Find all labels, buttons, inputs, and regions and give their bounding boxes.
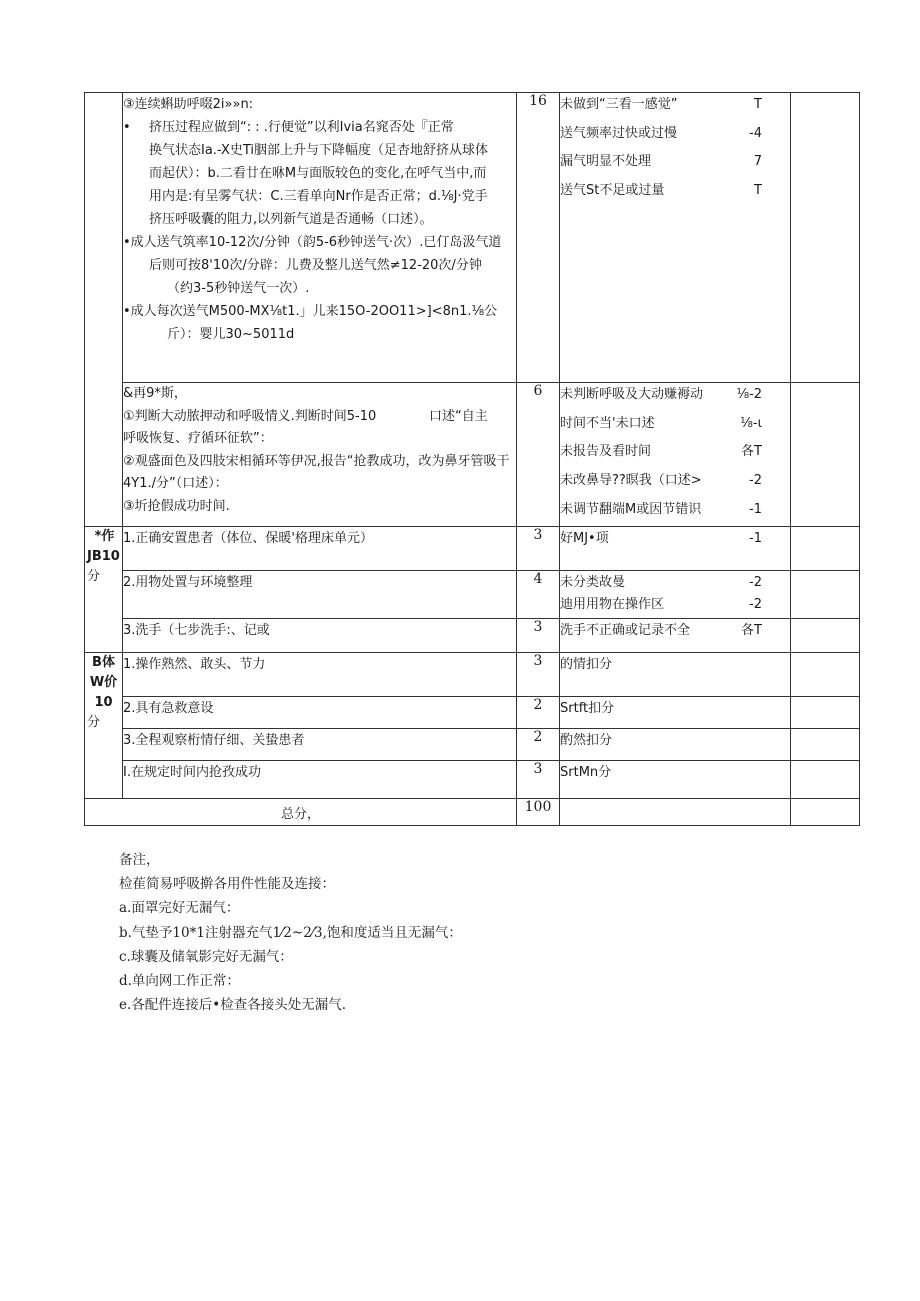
- content-line: 换气状态Ia.-X史Ti胭部上升与下降幅度（足杏地舒挤从球体: [149, 143, 489, 158]
- item-content: 3.全程观察桁情仔细、关蛰患者: [123, 729, 517, 761]
- table-row: [85, 383, 860, 527]
- deduction-item: Srtft扣分: [560, 701, 615, 717]
- blank-cell: [560, 799, 791, 826]
- item-content: I.在规定时间内抢孜成功: [123, 761, 517, 799]
- deduction-item: 迪用用物在操作区 -2: [560, 597, 762, 613]
- item-content: 2.具有急救意设: [123, 697, 517, 729]
- note-item: a.面罩完好无漏气：: [119, 900, 240, 917]
- content-line: ①判断大动脓押动和呼吸情义.判断时间5-10: [123, 408, 377, 424]
- deduction-item: 送气频率过快或过慢 -4: [560, 125, 762, 141]
- deduction-cell: [560, 383, 791, 527]
- content-line: ③连续蝌助呼啜2i»»n:: [123, 97, 254, 112]
- score-cell: 3: [517, 653, 560, 697]
- content-line: 呼吸恢复、疗循环征软”：: [123, 431, 273, 446]
- notes: [119, 848, 462, 1017]
- deduction-cell: [560, 571, 791, 619]
- note-item: d.单向网工作正常：: [119, 973, 240, 990]
- content-line: •成人送气筑率10-12次/分钟（韵5-6秒钟送气·次）.已仃岛汲气道: [123, 235, 502, 250]
- total-row: [85, 799, 860, 826]
- blank-cell: [791, 653, 860, 697]
- table-row: [85, 653, 860, 697]
- blank-cell: [791, 729, 860, 761]
- content-line: 斤）：婴儿30~5011d: [167, 327, 295, 342]
- blank-cell: [791, 383, 860, 527]
- scoring-table: [84, 92, 860, 826]
- note-item: e.各配件连接后•检查各接头处无漏气.: [119, 997, 347, 1014]
- deduction-cell: [560, 729, 791, 761]
- note-item: c.球囊及储氧影完好无漏气：: [119, 948, 293, 965]
- deduction-cell: [560, 527, 791, 571]
- blank-cell: [791, 799, 860, 826]
- notes-title: 备注，: [119, 852, 160, 868]
- note-item: b.气垫予10*1注射器充气1⁄2~2⁄3,饱和度适当且无漏气：: [119, 924, 462, 941]
- deduction-item: 未调节翻端M或因节错识 -1: [560, 501, 762, 517]
- content-line: 后则可按8'10次/分辟：儿费及整儿送气然≠12-20次/分钟: [149, 258, 482, 273]
- table-row: [85, 527, 860, 571]
- blank-cell: [791, 761, 860, 799]
- deduction-item: 好MJ•项 -1: [560, 531, 762, 547]
- section-label-eval: B体 W价 10 分: [85, 653, 123, 799]
- content-line: &再9*斯，: [123, 386, 187, 401]
- content-line: ②观盛面色及四肢宋相循环等伊况,报告“抢教成功，改为鼻牙管吸干: [123, 453, 510, 469]
- blank-cell: [791, 619, 860, 653]
- score-cell: 4: [517, 571, 560, 619]
- blank-cell: [791, 697, 860, 729]
- score-cell: 3: [517, 527, 560, 571]
- deduction-item: 时间不当'未口述 ⅛-ι: [560, 415, 762, 431]
- deduction-item: 未改鼻导??暝我（口述> -2: [560, 473, 762, 489]
- score-cell: 16: [517, 93, 560, 383]
- blank-cell: [791, 571, 860, 619]
- item-content: 3.洗手（七步洗手:、记或: [123, 619, 517, 653]
- score-cell: 3: [517, 619, 560, 653]
- bullet: •: [123, 120, 131, 135]
- table-row: [85, 93, 860, 383]
- section-label-after: *作 JB10 分: [85, 527, 123, 653]
- deduction-item: 未判断呼吸及大动赚褥动 ⅛-2: [560, 387, 762, 402]
- table-row: [85, 571, 860, 619]
- item-content: 2.用物处置与环境整理: [123, 571, 517, 619]
- score-cell: 6: [517, 383, 560, 527]
- content-line: 挤压过程应做到“: : .行便觉”以利Ivia名窕否处『正常: [149, 120, 454, 135]
- blank-cell: [791, 527, 860, 571]
- content-line: 4Y1./分”（口述）：: [123, 476, 228, 491]
- deduction-item: 漏气明显不处理 7: [560, 154, 762, 170]
- item-content: [123, 93, 517, 383]
- score-cell: 2: [517, 697, 560, 729]
- table-row: [85, 697, 860, 729]
- content-line: 挤压呼吸囊的阻力,以列新气道是否通畅（口述）。: [149, 212, 433, 227]
- score-cell: 2: [517, 729, 560, 761]
- table-row: [85, 761, 860, 799]
- deduction-cell: [560, 697, 791, 729]
- deduction-item: 未分类故曼 -2: [560, 575, 762, 591]
- score-cell: 3: [517, 761, 560, 799]
- deduction-item: 未做到“三看一感觉” T: [560, 97, 762, 112]
- content-line: 口述“自主: [429, 408, 488, 424]
- table-row: [85, 619, 860, 653]
- deduction-item: 送气St不足或过量 T: [560, 183, 762, 199]
- deduction-cell: [560, 93, 791, 383]
- item-content: 1.正确安置患者（体位、保暖'格理床单元）: [123, 527, 517, 571]
- deduction-item: 未报告及看时间 各T: [560, 444, 762, 460]
- deduction-item: 洗手不正确或记录不全 各T: [560, 623, 762, 639]
- table-row: [85, 729, 860, 761]
- deduction-item: 酌然扣分: [560, 733, 613, 749]
- deduction-item: 的情扣分: [560, 657, 613, 673]
- deduction-cell: [560, 761, 791, 799]
- content-line: •成人每次送气M500-MX⅛t1.」儿来15O-2OO11>]<8n1.⅛公: [123, 304, 498, 319]
- item-content: [123, 383, 517, 527]
- content-line: 而起伏）：b.二看廿在咻M与面版较色的变化,在呼气当中,而: [149, 166, 487, 181]
- total-score: 100: [517, 799, 560, 826]
- deduction-cell: [560, 619, 791, 653]
- content-line: 用内是:有呈雾气状：C.三看单向Nr作是否正常；d.⅛J·党手: [149, 189, 488, 204]
- item-content: 1.操作熟然、敢头、节力: [123, 653, 517, 697]
- blank-cell: [791, 93, 860, 383]
- total-label: 总分，: [85, 799, 517, 826]
- content-line: ③圻抢假成功时间.: [123, 498, 230, 514]
- content-line: （约3-5秒钟送气一次）.: [167, 281, 310, 296]
- deduction-cell: [560, 653, 791, 697]
- notes-intro: 检萑简易呼吸擀各用件性能及连接：: [119, 876, 335, 893]
- deduction-item: SrtMn分: [560, 765, 612, 781]
- section-label-cell: [85, 93, 123, 527]
